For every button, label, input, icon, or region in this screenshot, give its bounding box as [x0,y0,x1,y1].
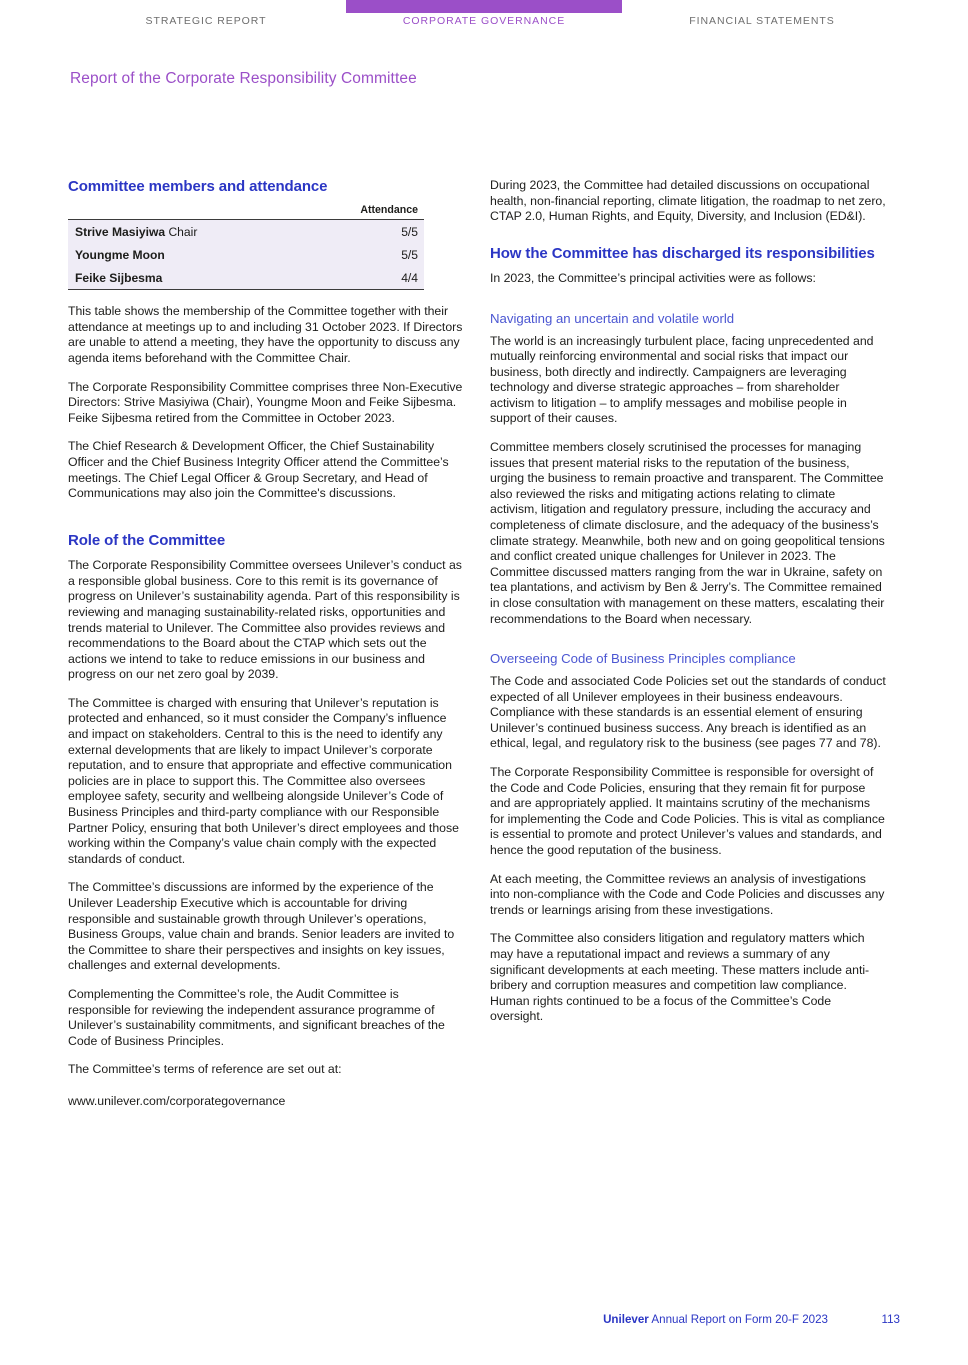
heading-how-the-committee-has-discharged-its-responsibilities: How the Committee has discharged its responsibilities [490,244,875,262]
running-header [0,0,968,40]
subheading-overseeing-code-of-business-principles-compliance: Overseeing Code of Business Principles compliance [490,651,796,667]
paragraph-terms-of-reference: The Committee’s terms of reference are set out at: [68,1062,342,1077]
paragraph-code-oversight: The Corporate Responsibility Committee is responsible for oversight of the Code and Code Policies, ensuring that they remain fit for purpose and are appropriately applied. It maintains scrutiny of the mechanisms for implementing the Code and Code Policies. This is vital as compliance is essential to promote and protect Unilever’s values and standards, and hence the good reputation of the business. [490,765,885,857]
paragraph-committee-composition: The Corporate Responsibility Committee comprises three Non-Executive Directors: Strive Masiyiwa (Chair), Youngme Moon and Feike Sijbesma. Feike Sijbesma retired from the Committee in October 2023. [68,379,463,425]
header-tab-label: FINANCIAL STATEMENTS [689,15,835,27]
member-name: Strive Masiyiwa [75,224,166,239]
subheading-navigating-an-uncertain-and-volatile-world: Navigating an uncertain and volatile world [490,310,735,326]
member-name: Youngme Moon [75,247,165,262]
member-name: Feike Sijbesma [75,270,163,285]
right-column [490,178,886,1025]
member-role: Chair [168,224,198,239]
footer-page-number: 113 [881,1313,900,1326]
paragraph-principal-activities-lead: In 2023, the Committee’s principal activities were as follows: [490,271,816,286]
column-header-attendance: Attendance [360,204,418,217]
paragraph-2023-discussions: During 2023, the Committee had detailed discussions on occupational health, non-financial reporting, climate litigation, the roadmap to net zero, CTAP 2.0, Human Rights, and Equity, Diversity, and Inclusion (ED&I). [490,178,886,224]
header-tab-label: CORPORATE GOVERNANCE [402,15,566,27]
paragraph-attendees: The Chief Research & Development Officer, the Chief Sustainability Officer and the Chief Business Integrity Officer attend the Committee’s meetings. The Chief Legal Officer & Group Secretary, and Head of Communications may also join the Committee's discussions. [68,439,449,501]
paragraph-role-oversight: The Corporate Responsibility Committee oversees Unilever’s conduct as a responsible global business. Core to this remit is its governance of progress on Unilever’s sustainability agenda. Part of this responsibility is reviewing and managing sustainability-related risks, opportunities and trends material to Unilever. The Committee also provides reviews and recommendations to the Board about the CTAP which sets out the actions we intend to take to reduce emissions in our business and progress on our net zero goal by 2039. [68,558,462,682]
page-title: Report of the Corporate Responsibility Committee [70,70,417,87]
footer-report-title [603,1313,828,1326]
left-column [68,178,464,1110]
header-tab-label: STRATEGIC REPORT [145,15,267,27]
paragraph-role-reputation: The Committee is charged with ensuring that Unilever’s reputation is protected and enhanced, so it must consider the Company’s influence and impact on stakeholders. Central to this is the need to identify any external developments that are likely to impact Unilever’s corporate reputation, and to ensure that appropriate and effective communication policies are in place to support this. The Committee also oversees employee safety, security and wellbeing alongside Unilever’s Code of Business Principles and third-party compliance with our Responsible Partner Policy, ensuring that both Unilever’s direct employees and those working within the Company’s value chain comply with the expected standards of conduct. [68,695,459,866]
paragraph-investigations-analysis: At each meeting, the Committee reviews an analysis of investigations into non-compliance with the Code and Code Policies and discusses any trends or learnings arising from these investigations. [490,871,885,917]
paragraph-role-audit-committee: Complementing the Committee’s role, the Audit Committee is responsible for reviewing the independent assurance programme of Unilever’s sustainability commitments, and significant breaches of the Code of Business Principles. [68,986,445,1048]
attendance-table [68,204,424,290]
paragraph-code-standards: The Code and associated Code Policies set out the standards of conduct expected of all Unilever employees in their business endeavours. Compliance with these standards is an essential element of ensuring Unilever’s continued business success. Any breach is identified as an ethical, legal, and regulatory risk to the business (see pages 77 and 78). [490,674,886,751]
header-tab-strategic-report[interactable] [68,0,344,40]
heading-role-of-the-committee: Role of the Committee [68,531,226,549]
header-tab-corporate-governance[interactable] [346,0,622,40]
paragraph-role-discussions: The Committee’s discussions are informed by the experience of the Unilever Leadership Executive which is accountable for driving responsible and sustainable growth through Unilever’s operations, Business Groups, value chain and brands. Senior leaders are invited to the Committee to share their perspectives and insights on key issues, challenges and external developments. [68,880,455,973]
paragraph-table-note: This table shows the membership of the Committee together with their attendance at meetings up to and including 31 October 2023. If Directors are unable to attend a meeting, they have the opportunity to discuss any agenda items beforehand with the Committee Chair. [68,304,463,366]
member-cell [68,266,307,290]
member-cell [68,220,307,244]
tab-rule-financial-statements [624,0,900,13]
heading-committee-members-and-attendance: Committee members and attendance [68,178,328,195]
paragraph-litigation-regulatory: The Committee also considers litigation and regulatory matters which may have a reputational impact and reviews a summary of any significant developments at each meeting. These matters include anti-bribery and corruption measures and competition law compliance. Human rights continued to be a focus of the Committee’s Code oversight. [490,931,870,1024]
header-tab-financial-statements[interactable] [624,0,900,40]
link-corporate-governance-url[interactable]: www.unilever.com/corporategovernance [68,1093,286,1108]
tab-rule-corporate-governance [346,0,622,13]
member-cell [68,243,307,266]
footer-brand: Unilever [603,1313,649,1326]
member-attendance: 5/5 [307,220,424,244]
paragraph-scrutinised-processes: Committee members closely scrutinised the processes for managing issues that present material risks to the reputation of the business, urging the business to remain proactive and transparent. The Committee also reviewed the risks and mitigating actions relating to climate activism, litigation and regulatory pressure, including the accuracy and completeness of climate disclosure, and the adequacy of the business’s climate strategy. Meanwhile, both new and on going geopolitical tensions and conflict created unique challenges for Unilever in 2023. The Committee discussed matters ranging from the war in Ukraine, safety on tea plantations, and activism by Ben & Jerry’s. The Committee remained in close consultation with management on these matters, escalating their recommendations to the Board when necessary. [490,440,885,626]
member-attendance: 4/4 [307,266,424,290]
footer-title-text: Annual Report on Form 20-F 2023 [648,1313,828,1326]
table-row [68,266,424,290]
member-attendance: 5/5 [401,247,418,262]
table-row [68,220,424,244]
tab-rule-strategic-report [68,0,344,13]
table-row [68,243,424,266]
column-header-name [68,204,307,220]
table-header-row [68,204,424,220]
page-footer [0,1313,968,1333]
paragraph-turbulent-world: The world is an increasingly turbulent place, facing unprecedented and mutually reinforcing environmental and social risks that impact our business, both directly and indirectly. Campaigners are leveraging technology and diverse strategic approaches – from shareholder activism to litigation – to amplify messages and mobilise people in support of their causes. [490,333,874,426]
